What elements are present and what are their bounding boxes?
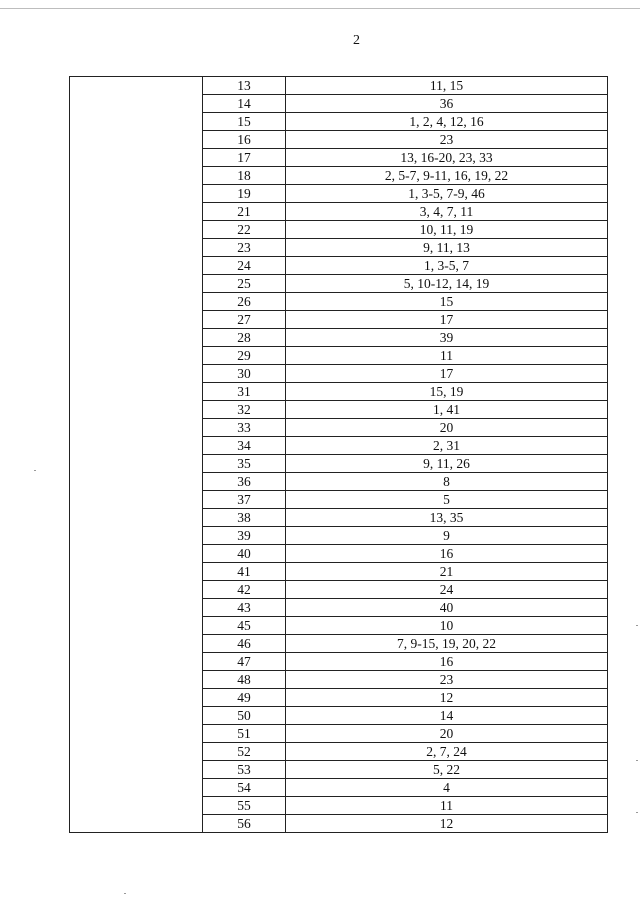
references-cell: 16 — [286, 545, 608, 563]
row-number-cell: 39 — [203, 527, 286, 545]
row-number-cell: 13 — [203, 77, 286, 95]
row-number-cell: 52 — [203, 743, 286, 761]
row-number-cell: 47 — [203, 653, 286, 671]
references-cell: 7, 9-15, 19, 20, 22 — [286, 635, 608, 653]
references-cell: 39 — [286, 329, 608, 347]
row-number-cell: 48 — [203, 671, 286, 689]
table-body — [70, 77, 608, 833]
row-number-cell: 35 — [203, 455, 286, 473]
references-cell: 14 — [286, 707, 608, 725]
references-cell: 23 — [286, 131, 608, 149]
references-cell: 20 — [286, 725, 608, 743]
references-cell: 4 — [286, 779, 608, 797]
row-number-cell: 41 — [203, 563, 286, 581]
references-cell: 12 — [286, 689, 608, 707]
references-cell: 12 — [286, 815, 608, 833]
table-row — [70, 77, 608, 95]
row-number-cell: 38 — [203, 509, 286, 527]
row-number-cell: 56 — [203, 815, 286, 833]
row-number-cell: 28 — [203, 329, 286, 347]
row-number-cell: 49 — [203, 689, 286, 707]
references-cell: 11, 15 — [286, 77, 608, 95]
row-number-cell: 34 — [203, 437, 286, 455]
references-cell: 8 — [286, 473, 608, 491]
row-number-cell: 21 — [203, 203, 286, 221]
references-cell: 9, 11, 26 — [286, 455, 608, 473]
row-number-cell: 17 — [203, 149, 286, 167]
row-number-cell: 18 — [203, 167, 286, 185]
references-cell: 10, 11, 19 — [286, 221, 608, 239]
row-number-cell: 40 — [203, 545, 286, 563]
references-cell: 5, 22 — [286, 761, 608, 779]
row-number-cell: 54 — [203, 779, 286, 797]
references-cell: 40 — [286, 599, 608, 617]
row-number-cell: 31 — [203, 383, 286, 401]
row-number-cell: 29 — [203, 347, 286, 365]
references-cell: 16 — [286, 653, 608, 671]
references-cell: 15, 19 — [286, 383, 608, 401]
row-number-cell: 36 — [203, 473, 286, 491]
row-number-cell: 53 — [203, 761, 286, 779]
references-cell: 9, 11, 13 — [286, 239, 608, 257]
references-cell: 2, 7, 24 — [286, 743, 608, 761]
references-cell: 1, 41 — [286, 401, 608, 419]
row-number-cell: 51 — [203, 725, 286, 743]
reference-table — [69, 76, 608, 833]
references-cell: 10 — [286, 617, 608, 635]
row-number-cell: 16 — [203, 131, 286, 149]
references-cell: 36 — [286, 95, 608, 113]
row-number-cell: 25 — [203, 275, 286, 293]
references-cell: 17 — [286, 311, 608, 329]
row-number-cell: 27 — [203, 311, 286, 329]
merged-empty-cell — [70, 77, 203, 833]
row-number-cell: 26 — [203, 293, 286, 311]
references-cell: 1, 3-5, 7-9, 46 — [286, 185, 608, 203]
row-number-cell: 24 — [203, 257, 286, 275]
references-cell: 21 — [286, 563, 608, 581]
references-cell: 9 — [286, 527, 608, 545]
references-cell: 1, 2, 4, 12, 16 — [286, 113, 608, 131]
references-cell: 11 — [286, 347, 608, 365]
page-number: 2 — [353, 33, 360, 48]
row-number-cell: 23 — [203, 239, 286, 257]
references-cell: 2, 31 — [286, 437, 608, 455]
row-number-cell: 37 — [203, 491, 286, 509]
row-number-cell: 42 — [203, 581, 286, 599]
row-number-cell: 50 — [203, 707, 286, 725]
row-number-cell: 43 — [203, 599, 286, 617]
row-number-cell: 30 — [203, 365, 286, 383]
references-cell: 1, 3-5, 7 — [286, 257, 608, 275]
row-number-cell: 15 — [203, 113, 286, 131]
row-number-cell: 33 — [203, 419, 286, 437]
row-number-cell: 46 — [203, 635, 286, 653]
references-cell: 20 — [286, 419, 608, 437]
references-cell: 5, 10-12, 14, 19 — [286, 275, 608, 293]
row-number-cell: 14 — [203, 95, 286, 113]
row-number-cell: 55 — [203, 797, 286, 815]
references-cell: 13, 35 — [286, 509, 608, 527]
references-cell: 2, 5-7, 9-11, 16, 19, 22 — [286, 167, 608, 185]
references-cell: 11 — [286, 797, 608, 815]
row-number-cell: 32 — [203, 401, 286, 419]
references-cell: 17 — [286, 365, 608, 383]
row-number-cell: 45 — [203, 617, 286, 635]
row-number-cell: 22 — [203, 221, 286, 239]
references-cell: 23 — [286, 671, 608, 689]
references-cell: 3, 4, 7, 11 — [286, 203, 608, 221]
references-cell: 13, 16-20, 23, 33 — [286, 149, 608, 167]
references-cell: 5 — [286, 491, 608, 509]
references-cell: 15 — [286, 293, 608, 311]
row-number-cell: 19 — [203, 185, 286, 203]
references-cell: 24 — [286, 581, 608, 599]
top-rule — [0, 8, 640, 9]
